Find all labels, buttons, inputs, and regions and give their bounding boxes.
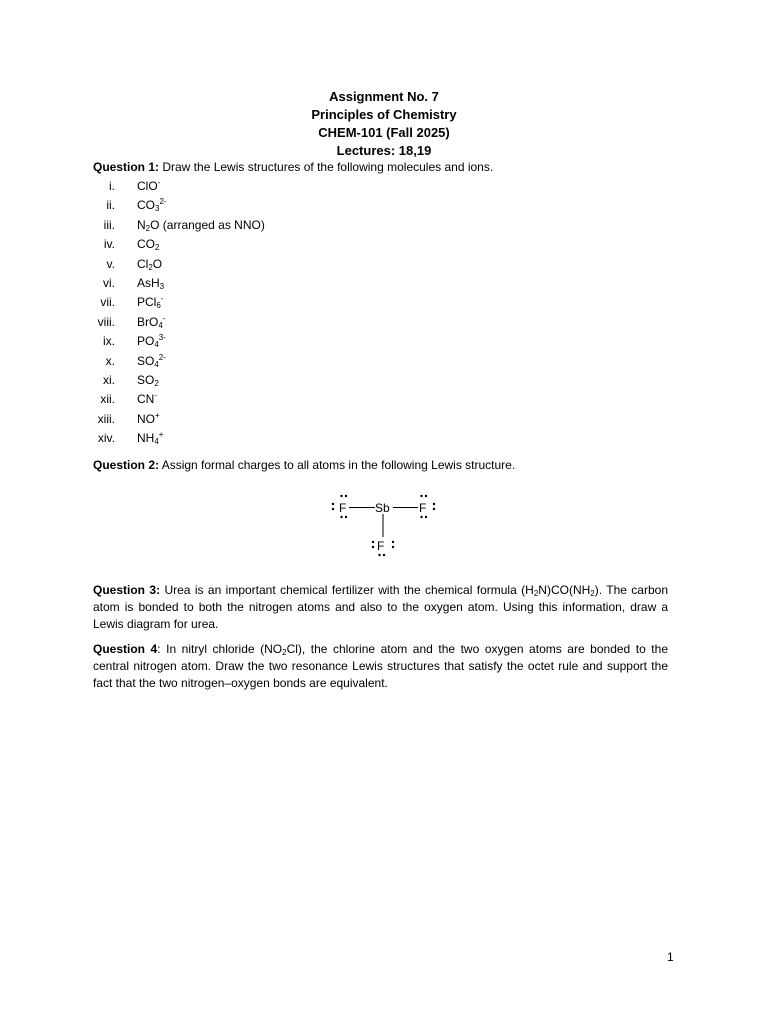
list-item-formula	[137, 178, 160, 194]
list-item-formula	[137, 275, 164, 291]
question-1-text: Draw the Lewis structures of the following molecules and ions.	[159, 160, 494, 174]
formula-base: N	[137, 217, 146, 232]
formula-rest: O (arranged as NNO)	[150, 217, 265, 232]
list-item-formula	[137, 391, 157, 407]
question-3-text-b: N)CO(NH	[538, 583, 591, 597]
right-fluorine-atom: F	[419, 501, 427, 515]
formula-base: SO	[137, 353, 155, 368]
list-item-formula	[137, 314, 165, 330]
formula-base: CO	[137, 198, 155, 213]
list-item-number: xiii.	[97, 411, 115, 426]
formula-charge: +	[158, 430, 164, 440]
question-4-sub-a: 2	[282, 648, 287, 657]
formula-base: BrO	[137, 314, 159, 329]
formula-subscript: 2	[148, 262, 153, 272]
list-item-formula	[137, 372, 159, 388]
question-3-sub-a: 2	[533, 589, 539, 598]
formula-subscript: 2	[154, 379, 159, 388]
list-item-number: i.	[109, 179, 115, 193]
list-item-number: xi.	[103, 373, 115, 387]
assignment-title: Assignment No. 7	[329, 89, 439, 104]
course-name: Principles of Chemistry	[311, 107, 457, 122]
list-item-number: ii.	[106, 198, 115, 213]
list-item-number: vii.	[100, 295, 115, 310]
question-2-prompt	[93, 457, 515, 473]
question-3-text-c: ). The carbon atom is bonded to both the nitrogen atoms and also to the oxygen atom. Using this information, draw a Lewis diagram for urea.	[93, 583, 668, 631]
question-4-text-b: Cl), the chlorine atom and the two oxygen atoms are bonded to the central nitrogen atom. Draw the two resonance Lewis structures that satisfy the octet rule and support the fact that the two nitrogen–oxygen bonds are equivalent.	[93, 642, 668, 690]
formula-subscript: 3	[155, 204, 160, 214]
question-3-sub-b: 2	[590, 589, 595, 598]
formula-base: Cl	[137, 256, 149, 271]
page-number: 1	[667, 950, 674, 964]
formula-charge: +	[155, 410, 160, 420]
lectures-line: Lectures: 18,19	[336, 143, 432, 158]
formula-charge: 2-	[159, 197, 167, 207]
formula-subscript: 4	[154, 359, 159, 369]
question-3-label: Question 3:	[93, 583, 161, 597]
list-item-formula	[137, 353, 166, 369]
left-fluorine-atom: F	[339, 501, 347, 515]
formula-charge: -	[157, 178, 161, 187]
formula-base: CN	[137, 392, 155, 407]
formula-charge: -	[160, 294, 164, 304]
formula-subscript: 4	[154, 437, 159, 447]
list-item-number: ix.	[103, 334, 115, 349]
list-item-number: iv.	[103, 237, 115, 252]
formula-subscript: 4	[154, 340, 159, 350]
formula-charge: 2-	[158, 352, 166, 362]
list-item-formula	[137, 294, 163, 310]
formula-base: NO	[137, 411, 155, 426]
list-item-formula	[137, 236, 159, 252]
bottom-fluorine-atom: F	[377, 539, 385, 553]
formula-base: PO	[137, 334, 155, 349]
list-item-formula	[137, 256, 162, 272]
question-4	[93, 641, 668, 692]
central-antimony-atom: Sb	[375, 501, 390, 515]
question-3	[93, 582, 668, 633]
formula-rest: O	[152, 256, 163, 271]
list-item-number: v.	[106, 256, 115, 271]
question-1-prompt	[93, 159, 493, 175]
formula-base: AsH	[137, 276, 160, 290]
question-4-text-a: : In nitryl chloride (NO	[157, 642, 283, 656]
formula-subscript: 6	[156, 301, 161, 311]
formula-charge: -	[162, 313, 166, 323]
question-2-text: Assign formal charges to all atoms in the following Lewis structure.	[159, 458, 516, 472]
formula-subscript: 2	[155, 243, 160, 253]
formula-base: NH	[137, 431, 155, 446]
list-item-number: iii.	[103, 217, 115, 232]
formula-charge: 3-	[158, 333, 166, 343]
list-item-formula	[137, 197, 167, 213]
formula-base: SO	[137, 373, 155, 387]
question-4-label: Question 4	[93, 642, 158, 656]
question-3-text-a: Urea is an important chemical fertilizer with the chemical formula (H	[160, 583, 534, 597]
formula-charge: -	[154, 391, 158, 401]
list-item-formula	[137, 333, 166, 349]
list-item-number: vi.	[103, 276, 115, 290]
list-item-formula	[137, 217, 265, 233]
formula-base: ClO	[137, 179, 158, 193]
list-item-formula	[137, 430, 163, 446]
formula-base: PCl	[137, 295, 157, 310]
formula-subscript: 3	[159, 282, 165, 291]
list-item-number: xii.	[100, 392, 115, 407]
lewis-structure-sbf3	[320, 488, 450, 560]
formula-base: CO	[137, 237, 155, 252]
list-item-number: x.	[105, 353, 115, 368]
list-item-formula	[137, 411, 160, 427]
question-2-label: Question 2:	[93, 458, 160, 472]
course-code: CHEM-101 (Fall 2025)	[318, 125, 450, 140]
list-item-number: xiv.	[97, 431, 115, 446]
formula-subscript: 2	[145, 223, 151, 233]
list-item-number: viii.	[97, 314, 115, 329]
question-1-label: Question 1:	[93, 160, 160, 174]
formula-subscript: 4	[158, 320, 163, 330]
